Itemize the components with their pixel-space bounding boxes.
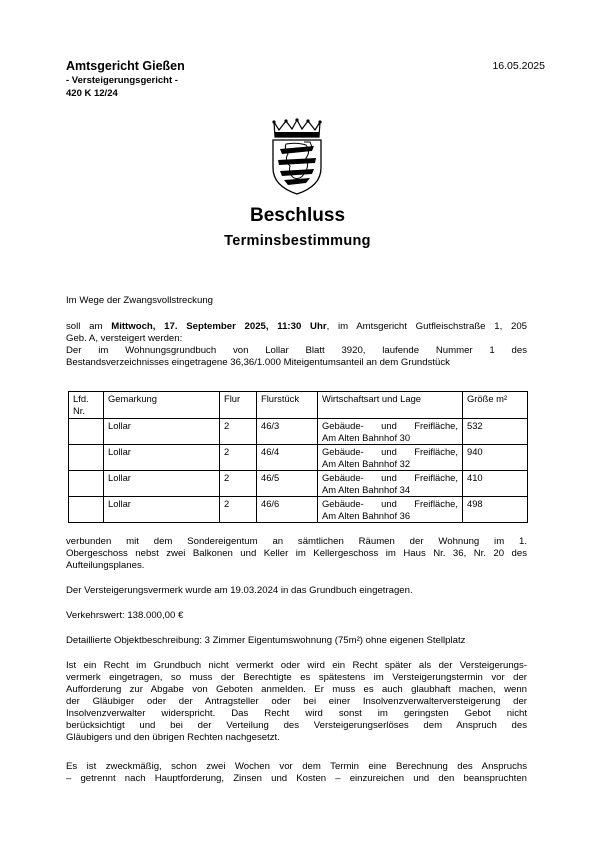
document-subtitle: Terminsbestimmung	[224, 233, 371, 249]
text-line: – getrennt nach Hauptforderung, Zinsen und Kosten – einzureichen und den beanspruchten	[66, 773, 527, 784]
court-department: - Versteigerungsgericht -	[66, 75, 178, 86]
auction-paragraph	[66, 321, 527, 369]
auction-date-line: soll am Mittwoch, 17. September 2025, 11:30 Uhr, im Amtsgericht Gutfleischstraße 1, 205	[66, 321, 527, 332]
intro-text: Im Wege der Zwangsvollstreckung	[66, 295, 213, 306]
text-line: Ist ein Recht im Grundbuch nicht vermerkt oder wird ein Recht später als der Versteigerungs-	[66, 660, 527, 671]
column-header: Wirtschaftsart und Lage	[318, 392, 463, 419]
text-line: Obergeschoss nebst zwei Balkonen und Keller im Kellergeschoss im Haus Nr. 36, Nr. 20 des	[66, 548, 527, 559]
rights-paragraph	[66, 660, 527, 744]
object-description: Detaillierte Objektbeschreibung: 3 Zimmer Eigentumswohnung (75m²) ohne eigenen Stellplatz	[66, 635, 466, 646]
document-date: 16.05.2025	[492, 60, 545, 72]
text-line: Bestandsverzeichnisses eingetragene 36,36/1.000 Miteigentumsanteil an dem Grundstück	[66, 357, 450, 368]
text-line: Gläubigers und den übrigen Rechten nachgesetzt.	[66, 732, 280, 743]
text-line: Geb. A, versteigert werden:	[66, 333, 183, 344]
text-line: der Gläubiger oder der Antragsteller oder bei einer Insolvenzverwalterversteigerung der	[66, 696, 527, 707]
column-header: Flur	[220, 392, 257, 419]
table-row: Lollar 2 46/5 Gebäude- und Freifläche, Am Alten Bahnhof 34 410	[69, 471, 528, 497]
hesse-coat-of-arms-icon	[266, 118, 328, 196]
text-line: Aufteilungsplanes.	[66, 560, 145, 571]
text-line: verbunden mit dem Sondereigentum an sämtlichen Räumen der Wohnung im 1.	[66, 536, 527, 547]
market-value: Verkehrswert: 138.000,00 €	[66, 610, 184, 621]
table-row: Lollar 2 46/6 Gebäude- und Freifläche, Am Alten Bahnhof 36 498	[69, 497, 528, 523]
column-header: Gemarkung	[104, 392, 220, 419]
court-name: Amtsgericht Gießen	[66, 59, 185, 73]
text-line: berücksichtigt und bei der Verteilung des Versteigerungserlöses dem Anspruch des	[66, 720, 527, 731]
table-header-row	[69, 392, 528, 419]
text-line: Es ist zweckmäßig, schon zwei Wochen vor dem Termin eine Berechnung des Anspruchs	[66, 761, 527, 772]
text-line: Aufforderung zur Abgabe von Geboten anmelden. Er muss es auch glaubhaft machen, wenn	[66, 684, 527, 695]
table-row: Lollar 2 46/3 Gebäude- und Freifläche, Am Alten Bahnhof 30 532	[69, 419, 528, 445]
property-table	[68, 391, 528, 523]
text-line: Insolvenzverwalter widerspricht. Das Recht wird sonst im geringsten Gebot nicht	[66, 708, 527, 719]
column-header: Lfd. Nr.	[69, 392, 104, 419]
text-line: Der im Wohnungsgrundbuch von Lollar Blatt 3920, laufende Nummer 1 des	[66, 345, 527, 356]
file-number: 420 K 12/24	[66, 88, 118, 99]
text-line: vermerk eingetragen, so muss der Berechtigte es spätestens im Versteigerungstermin vor der	[66, 672, 527, 683]
column-header: Flurstück	[257, 392, 318, 419]
column-header: Größe m²	[463, 392, 528, 419]
table-row: Lollar 2 46/4 Gebäude- und Freifläche, Am Alten Bahnhof 32 940	[69, 445, 528, 471]
claim-paragraph	[66, 761, 527, 785]
document-title: Beschluss	[249, 205, 346, 226]
registration-note: Der Versteigerungsvermerk wurde am 19.03.2024 in das Grundbuch eingetragen.	[66, 585, 413, 596]
auction-date: Mittwoch, 17. September 2025, 11:30 Uhr	[111, 321, 327, 332]
condominium-paragraph	[66, 536, 527, 572]
